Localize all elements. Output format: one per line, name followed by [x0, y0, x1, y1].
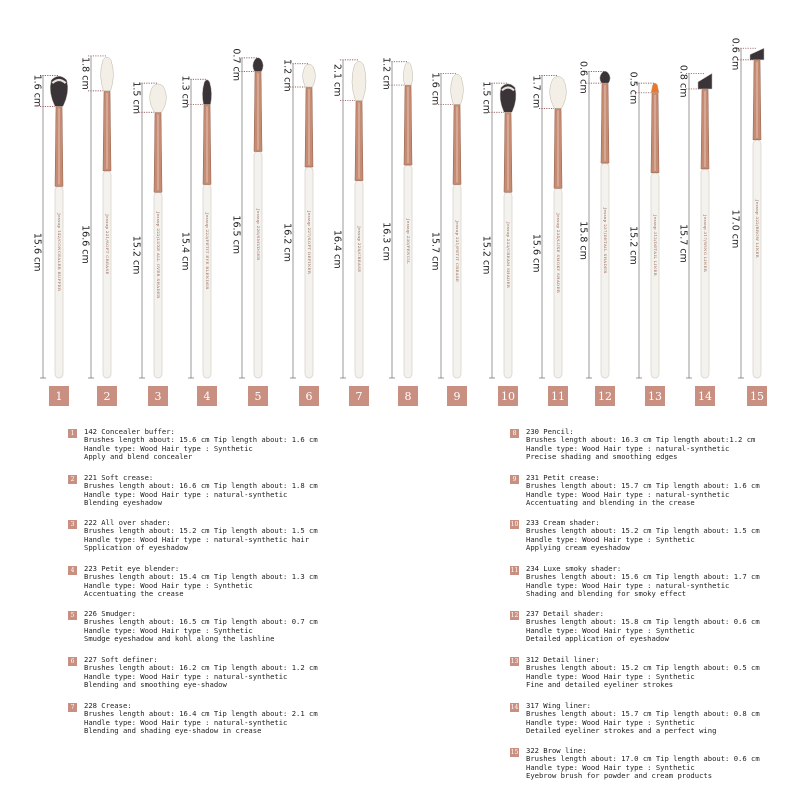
tip-length-label: 1.2 cm [380, 57, 392, 90]
tip-length-label: 1.6 cm [31, 74, 43, 108]
brush-number: 10 [501, 390, 515, 403]
legend-name: 226 Smudger: [84, 609, 136, 618]
legend-text [526, 747, 760, 781]
brush-handle-label: Jessup 312/DETAIL LINER [653, 214, 658, 276]
tip-length-label: 0.6 cm [729, 37, 741, 71]
brush-length-label: 15.6 cm [31, 232, 43, 272]
legend-text [84, 474, 318, 508]
legend-types: Handle type: Wood Hair type : Synthetic [526, 762, 695, 772]
brush-handle [701, 169, 709, 378]
brush-length-label: 16.6 cm [79, 225, 91, 264]
brush-7 [332, 60, 370, 406]
legend-number-badge: 10 [510, 521, 519, 528]
legend-details: Brushes length about: 16.2 cm Tip length about: 1.2 cm [84, 663, 318, 673]
brush-number: 15 [750, 390, 764, 403]
brush-number: 14 [698, 390, 712, 403]
legend-usage: Shading and blending for smoky effect [526, 589, 687, 599]
legend-details: Brushes length about: 16.4 cm Tip length about: 2.1 cm [84, 709, 318, 719]
tip-length-label: 0.5 cm [627, 71, 639, 105]
brush-1 [31, 75, 69, 406]
brush-head [253, 58, 263, 72]
legend-number-badge: 5 [68, 611, 77, 620]
brush-number: 3 [154, 390, 162, 403]
legend-details: Brushes length about: 15.2 cm Tip length about: 0.5 cm [526, 663, 760, 673]
legend-name: 223 Petit eye blender: [84, 564, 180, 573]
legend-details: Brushes length about: 15.8 cm Tip length about: 0.6 cm [526, 617, 760, 627]
brush-handle-label: Jessup 221/SOFT CREASE [105, 214, 110, 275]
legend-text [526, 519, 760, 553]
brush-9 [430, 73, 468, 406]
legend-types: Handle type: Wood Hair type : natural-synthetic [84, 489, 288, 499]
legend-name: 317 Wing liner: [526, 701, 591, 710]
legend-text [526, 656, 760, 690]
brush-length-label: 15.8 cm [577, 221, 589, 260]
brush-handle-label: Jessup 226/SMUDGER [256, 209, 261, 261]
legend-name: 322 Brow line: [526, 746, 587, 755]
brush-head [101, 57, 114, 91]
brush-number: 7 [355, 390, 363, 403]
legend-number-badge: 12 [510, 612, 519, 619]
legend-usage: Accentuating and blending in the crease [526, 498, 695, 508]
brush-handle-label: Jessup 233/CREAM SHADER [506, 222, 511, 289]
brush-4 [180, 76, 218, 406]
brush-handle-label: Jessup 317/WING LINER [703, 214, 708, 273]
legend-types: Handle type: Wood Hair type : natural-synthetic [526, 489, 730, 499]
tip-length-label: 1.5 cm [130, 81, 142, 114]
legend-text [84, 610, 318, 644]
legend-details: Brushes length about: 16.6 cm Tip length about: 1.8 cm [84, 481, 318, 491]
brush-8 [381, 57, 419, 406]
brush-length-label: 16.3 cm [380, 222, 392, 261]
legend-details: Brushes length about: 15.6 cm Tip length about: 1.6 cm [84, 435, 318, 445]
brush-10 [481, 81, 519, 406]
brush-15 [730, 38, 768, 406]
legend-usage: Fine and detailed eyeliner strokes [526, 680, 674, 690]
brush-number: 11 [551, 390, 565, 403]
brush-handle-label: Jessup 231/PETIT CREASE [455, 220, 460, 283]
brush-length-label: 16.2 cm [281, 223, 293, 262]
brush-head [352, 61, 366, 100]
brush-handle [753, 140, 761, 378]
legend-number-badge: 8 [510, 429, 519, 438]
brush-length-label: 15.7 cm [677, 224, 689, 263]
brush-head [403, 62, 412, 85]
brush-number: 5 [254, 390, 262, 403]
tip-length-label: 2.1 cm [331, 63, 343, 97]
legend-details: Brushes length about: 16.3 cm Tip length about:1.2 cm [526, 435, 756, 445]
brush-length-label: 16.5 cm [230, 215, 242, 255]
tip-length-label: 0.6 cm [577, 60, 589, 94]
tip-length-label: 1.5 cm [480, 81, 492, 114]
brush-handle-label: Jessup 228/CREASE [357, 226, 362, 273]
legend-text [526, 428, 755, 462]
legend-types: Handle type: Wood Hair type : natural-synthetic [526, 580, 730, 590]
brush-length-label: 17.0 cm [729, 209, 741, 249]
brush-head [550, 76, 567, 108]
brush-handle-label: Jessup 234/LUXE SMOKY SHADER [556, 213, 561, 294]
brush-handle-label: Jessup 322/BROW LINER [755, 199, 760, 258]
brush-head [600, 71, 610, 83]
legend-usage: Blending eyeshadow [84, 498, 162, 508]
legend-usage: Spplication of eyeshadow [84, 543, 188, 553]
legend-number-badge: 7 [68, 703, 77, 712]
legend-details: Brushes length about: 15.6 cm Tip length about: 1.7 cm [526, 572, 760, 582]
brush-number: 13 [648, 390, 662, 403]
brush-handle-label: Jessup 237/DETAIL SHADER [603, 207, 608, 274]
brush-length-label: 16.4 cm [331, 229, 343, 269]
legend-details: Brushes length about: 17.0 cm Tip length about: 0.6 cm [526, 754, 760, 764]
brush-length-label: 15.4 cm [179, 231, 191, 271]
legend-details: Brushes length about: 15.7 cm Tip length about: 1.6 cm [526, 481, 760, 491]
legend-number-badge: 15 [510, 749, 519, 756]
brush-handle-label: Jessup 223/PETIT EYE BLENDER [205, 212, 210, 290]
legend-text [526, 565, 760, 599]
brush-head [750, 48, 764, 60]
legend-text [526, 702, 760, 736]
brush-handle [404, 165, 412, 378]
brush-head [451, 74, 464, 104]
legend-name: 228 Crease: [84, 701, 132, 710]
legend-number-badge: 4 [68, 566, 77, 575]
legend-types: Handle type: Wood Hair type : natural-synthetic [526, 443, 730, 453]
brush-length-label: 15.6 cm [530, 233, 542, 273]
legend-name: 233 Cream shader: [526, 518, 600, 527]
tip-length-label: 1.6 cm [429, 72, 441, 106]
legend-details: Brushes length about: 15.7 cm Tip length about: 0.8 cm [526, 709, 760, 719]
brush-head [698, 73, 712, 89]
brush-5 [231, 48, 269, 406]
legend-number-badge: 2 [68, 475, 77, 484]
legend-usage: Smudge eyeshadow and kohl along the lashline [84, 634, 275, 644]
legend-name: 237 Detail shader: [526, 609, 604, 618]
legend-types: Handle type: Wood Hair type : Synthetic [526, 671, 695, 681]
legend-number-badge: 1 [68, 429, 77, 438]
brush-11 [531, 75, 569, 406]
brush-6 [282, 59, 320, 406]
brush-number: 12 [598, 390, 612, 403]
legend-name: 221 Soft crease: [84, 473, 154, 482]
legend-name: 230 Pencil: [526, 427, 574, 436]
brush-handle [355, 181, 363, 378]
legend-types: Handle type: Wood Hair type : Synthetic [526, 625, 695, 635]
brush-head [651, 83, 659, 93]
legend-usage: Accentuating the crease [84, 589, 184, 599]
legend-usage: Eyebrow brush for powder and cream products [526, 771, 713, 781]
brush-number: 4 [203, 390, 211, 403]
tip-length-label: 0.7 cm [230, 48, 242, 81]
legend-name: 227 Soft definer: [84, 655, 158, 664]
brush-13 [628, 72, 666, 406]
legend-number-badge: 3 [68, 520, 77, 529]
legend-details: Brushes length about: 15.4 cm Tip length about: 1.3 cm [84, 572, 318, 582]
legend-types: Handle type: Wood Hair type : natural-synthetic [84, 671, 288, 681]
legend-usage: Detailed application of eyeshadow [526, 634, 669, 644]
brush-handle-label: Jessup 227/SOFT DEFINER [307, 210, 312, 275]
brush-legend [0, 410, 800, 800]
tip-length-label: 1.8 cm [79, 57, 91, 90]
legend-usage: Applying cream eyeshadow [526, 543, 630, 553]
legend-usage: Precise shading and smoothing edges [526, 452, 678, 462]
brush-length-label: 15.2 cm [627, 226, 639, 265]
tip-length-label: 1.2 cm [281, 59, 293, 92]
brush-handle [254, 151, 262, 378]
brush-number: 8 [404, 390, 412, 403]
brush-number: 6 [305, 390, 313, 403]
legend-details: Brushes length about: 15.2 cm Tip length about: 1.5 cm [84, 526, 318, 536]
legend-text [526, 474, 760, 508]
brush-number: 9 [453, 390, 461, 403]
tip-length-label: 1.3 cm [179, 75, 191, 109]
legend-types: Handle type: Wood Hair type : Synthetic [526, 534, 695, 544]
brush-12 [578, 61, 616, 406]
legend-text [84, 519, 318, 553]
legend-types: Handle type: Wood Hair type : natural-synthetic [84, 717, 288, 727]
tip-length-label: 1.7 cm [530, 75, 542, 109]
brush-number: 2 [103, 390, 111, 403]
legend-types: Handle type: Wood Hair type : Synthetic [526, 717, 695, 727]
legend-text [84, 565, 318, 599]
brush-head [303, 64, 316, 87]
legend-number-badge: 11 [510, 567, 519, 574]
legend-number-badge: 14 [510, 704, 519, 711]
legend-text [84, 656, 318, 690]
legend-name: 142 Concealer buffer: [84, 427, 175, 436]
brush-3 [131, 81, 169, 406]
brush-length-label: 15.7 cm [429, 231, 441, 271]
legend-number-badge: 9 [510, 475, 519, 484]
brush-number: 1 [55, 390, 63, 403]
legend-text [526, 610, 760, 644]
brush-handle-label: Jessup 222/LUXE ALL OVER SHADER [156, 211, 161, 299]
brush-length-label: 15.2 cm [130, 235, 142, 275]
legend-types: Handle type: Wood Hair type : Synthetic [84, 625, 253, 635]
brush-length-label: 15.2 cm [480, 235, 492, 275]
legend-number-badge: 13 [510, 658, 519, 665]
legend-number-badge: 6 [68, 657, 77, 666]
legend-usage: Apply and blend concealer [84, 452, 193, 462]
brush-head [150, 84, 167, 112]
legend-usage: Blending and shading eye-shadow in crease [84, 726, 262, 736]
legend-name: 222 All over shader: [84, 518, 171, 527]
legend-text [84, 428, 318, 462]
legend-name: 312 Detail liner: [526, 655, 600, 664]
legend-usage: Detailed eyeliner strokes and a perfect wing [526, 726, 717, 736]
legend-details: Brushes length about: 16.5 cm Tip length about: 0.7 cm [84, 617, 318, 627]
legend-name: 234 Luxe smoky shader: [526, 564, 622, 573]
brush-head [202, 80, 211, 105]
legend-types: Handle type: Wood Hair type : Synthetic [84, 580, 253, 590]
legend-text [84, 702, 318, 736]
legend-types: Handle type: Wood Hair type : natural-synthetic hair [84, 534, 310, 544]
brush-handle-label: Jessup 230/PENCIL [406, 219, 411, 265]
brush-handle-label: Jessup 142/CONCEALER BUFFER [57, 213, 62, 292]
brush-14 [678, 65, 716, 406]
legend-name: 231 Petit crease: [526, 473, 600, 482]
legend-types: Handle type: Wood Hair type : Synthetic [84, 443, 253, 453]
tip-length-label: 0.8 cm [677, 64, 689, 98]
brush-2 [80, 56, 118, 406]
legend-usage: Blending and smoothing eye-shadow [84, 680, 227, 690]
legend-details: Brushes length about: 15.2 cm Tip length about: 1.5 cm [526, 526, 760, 536]
